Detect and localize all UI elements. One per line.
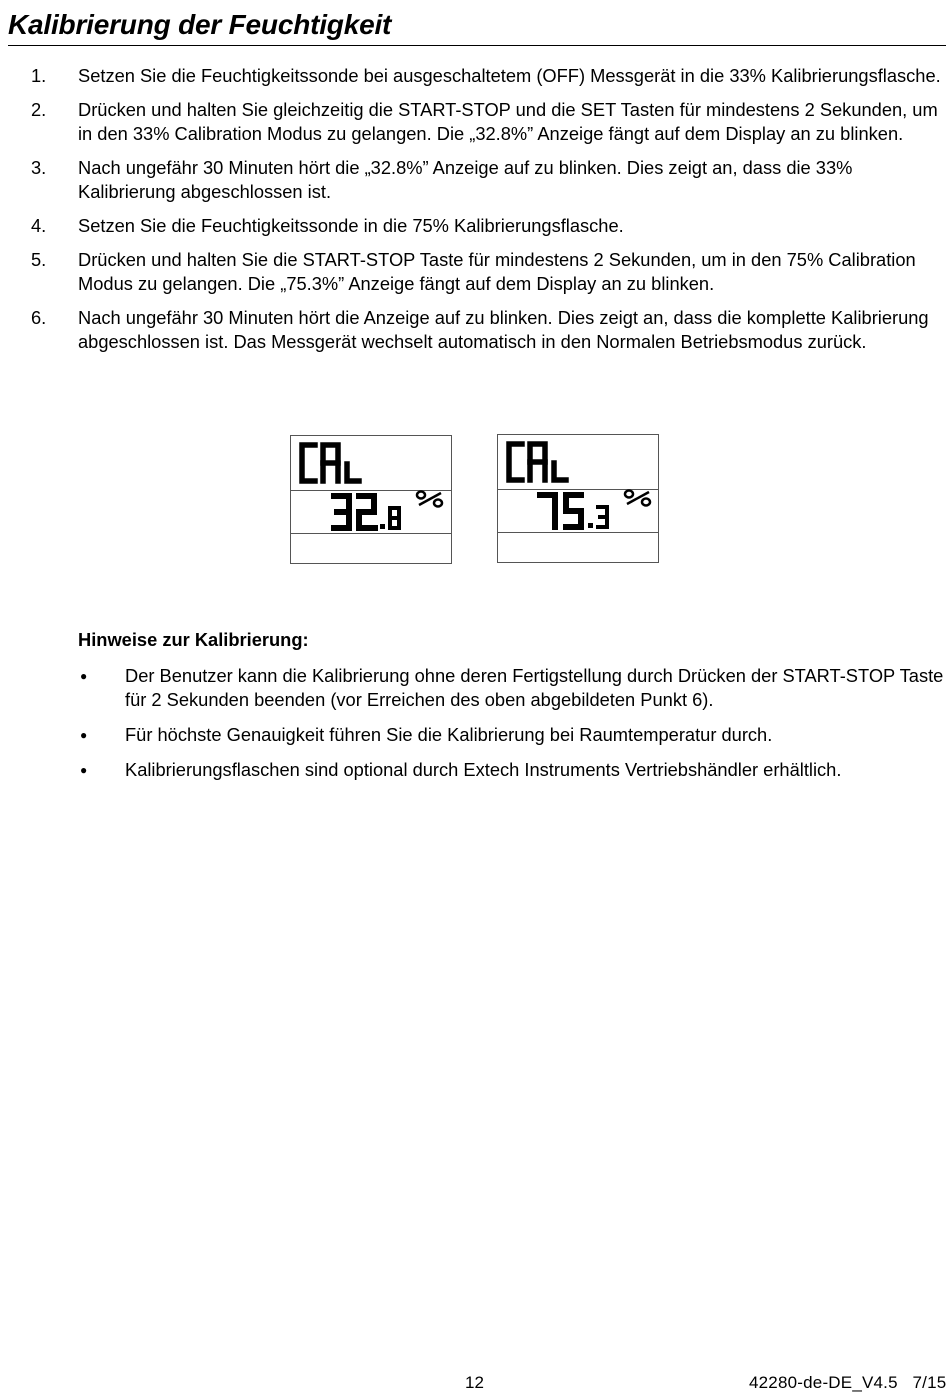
lcd-top-text bbox=[302, 445, 359, 481]
step-number: 2. bbox=[31, 99, 47, 120]
lcd-segments-75 bbox=[498, 435, 658, 562]
step-list bbox=[31, 64, 941, 364]
notes-list bbox=[78, 664, 948, 793]
bullet-icon: ● bbox=[80, 669, 88, 683]
lcd-display-33 bbox=[290, 435, 452, 564]
page-number: 12 bbox=[465, 1373, 484, 1392]
list-item bbox=[31, 248, 941, 296]
notes-heading: Hinweise zur Kalibrierung: bbox=[78, 629, 309, 650]
page-title: Kalibrierung der Feuchtigkeit bbox=[8, 9, 392, 40]
list-item bbox=[78, 758, 948, 782]
list-item bbox=[31, 64, 941, 88]
list-item bbox=[78, 723, 948, 747]
lcd-decimal-digit bbox=[598, 507, 607, 527]
step-number: 4. bbox=[31, 215, 47, 236]
bullet-icon: ● bbox=[80, 728, 88, 742]
list-item bbox=[31, 306, 941, 354]
document-id: 42280-de-DE_V4.5 7/15 bbox=[749, 1373, 947, 1392]
step-text: Nach ungefähr 30 Minuten hört die Anzeige auf zu blinken. Dies zeigt an, dass die komplette Kalibrierung abgeschlossen ist. Das Messgerät wechselt automatisch in den Normalen Betriebsmodus zurück. bbox=[78, 307, 929, 352]
title-divider bbox=[8, 45, 946, 46]
bullet-icon: ● bbox=[80, 763, 88, 777]
step-text: Drücken und halten Sie die START-STOP Taste für mindestens 2 Sekunden, um in den 75% Calibration Modus zu gelangen. Die „75.3%” Anzeige fängt auf dem Display an zu blinken. bbox=[78, 249, 916, 294]
step-text: Setzen Sie die Feuchtigkeitssonde in die 75% Kalibrierungsflasche. bbox=[78, 215, 624, 236]
list-item bbox=[31, 156, 941, 204]
step-text: Setzen Sie die Feuchtigkeitssonde bei ausgeschaltetem (OFF) Messgerät in die 33% Kalibrierungsflasche. bbox=[78, 65, 941, 86]
note-text: Der Benutzer kann die Kalibrierung ohne deren Fertigstellung durch Drücken der START-STOP Taste für 2 Sekunden beenden (vor Erreichen des oben abgebildeten Punkt 6). bbox=[125, 665, 944, 710]
lcd-decimal-digit bbox=[390, 508, 399, 528]
lcd-main-digits bbox=[334, 496, 375, 528]
note-text: Für höchste Genauigkeit führen Sie die Kalibrierung bei Raumtemperatur durch. bbox=[125, 724, 773, 745]
step-number: 6. bbox=[31, 307, 47, 328]
list-item bbox=[31, 98, 941, 146]
lcd-display-75 bbox=[497, 434, 659, 563]
note-text: Kalibrierungsflaschen sind optional durch Extech Instruments Vertriebshändler erhältlich. bbox=[125, 759, 842, 780]
lcd-percent-sign bbox=[625, 491, 650, 506]
list-item bbox=[78, 664, 948, 712]
step-number: 1. bbox=[31, 65, 47, 86]
lcd-top-text bbox=[509, 444, 566, 480]
lcd-decimal-point bbox=[380, 524, 385, 529]
step-number: 3. bbox=[31, 157, 47, 178]
step-text: Drücken und halten Sie gleichzeitig die START-STOP und die SET Tasten für mindestens 2 Sekunden, um in den 33% Calibration Modus zu gelangen. Die „32.8%” Anzeige fängt auf dem Display an zu blinken. bbox=[78, 99, 938, 144]
lcd-main-digits bbox=[540, 495, 581, 527]
lcd-decimal-point bbox=[588, 523, 593, 528]
lcd-percent-sign bbox=[417, 492, 442, 507]
list-item bbox=[31, 214, 941, 238]
step-text: Nach ungefähr 30 Minuten hört die „32.8%” Anzeige auf zu blinken. Dies zeigt an, dass die 33% Kalibrierung abgeschlossen ist. bbox=[78, 157, 853, 202]
lcd-segments-33 bbox=[291, 436, 451, 563]
step-number: 5. bbox=[31, 249, 47, 270]
